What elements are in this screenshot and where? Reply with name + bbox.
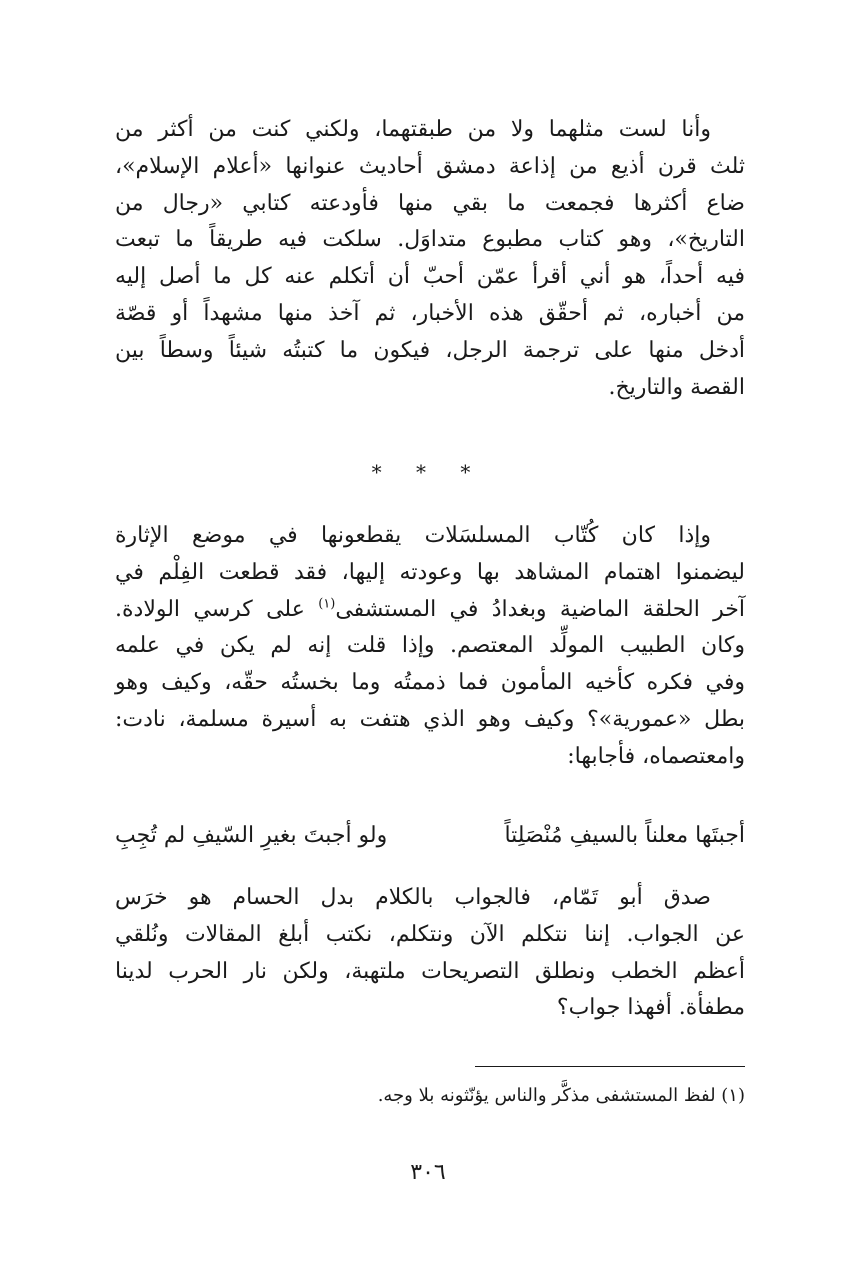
paragraph-line: وامعتصماه، فأجابها: [567, 743, 745, 769]
paragraph-line: ثلث قرن أذيع من إذاعة دمشق أحاديث عنوانها «أعلام الإسلام»، [115, 153, 745, 179]
line-segment: آخر الحلقة الماضية وبغدادُ في المستشفى [335, 596, 745, 622]
paragraph-line: القصة والتاريخ. [608, 374, 745, 400]
footnote-divider [475, 1066, 745, 1067]
footnote: (١) لفظ المستشفى مذكَّر والناس يؤنّثونه بلا وجه. [377, 1085, 745, 1106]
page-number: ٣٠٦ [410, 1160, 446, 1185]
verse-second-hemistich: ولو أجبتَ بغيرِ السّيفِ لم تُجِبِ [115, 823, 388, 848]
paragraph-line: فيه أحداً، هو أني أقرأ عمّن أحبّ أن أتكلم عنه كل ما أصل إليه [115, 264, 745, 290]
paragraph-line: ضاع أكثرها فجمعت ما بقي منها فأودعته كتابي «رجال من [115, 190, 745, 216]
paragraph-line: عن الجواب. إننا نتكلم الآن ونتكلم، نكتب أبلغ المقالات ونُلقي [115, 921, 745, 947]
paragraph-line: أدخل منها على ترجمة الرجل، فيكون ما كتبتُه شيئاً وسطاً بين [115, 337, 745, 363]
paragraph-3 [115, 880, 745, 1027]
paragraph-line: مطفأة. أفهذا جواب؟ [556, 995, 745, 1021]
paragraph-line: صدق أبو تَمّام، فالجواب بالكلام بدل الحسام هو خرَس [115, 885, 711, 910]
paragraph-line: من أخباره، ثم أحقّق هذه الأخبار، ثم آخذ منها مشهداً أو قصّة [115, 300, 745, 326]
paragraph-line: أعظم الخطب ونطلق التصريحات ملتهبة، ولكن نار الحرب لدينا [115, 958, 745, 984]
poetry-verse [115, 816, 745, 856]
paragraph-line: بطل «عمورية»؟ وكيف وهو الذي هتفت به أسيرة مسلمة، نادت: [115, 706, 745, 732]
section-separator: * * * [371, 460, 485, 484]
paragraph-2 [115, 518, 745, 776]
footnote-marker[interactable]: (١) [318, 596, 336, 612]
verse-first-hemistich: أجبتَها معلناً بالسيفِ مُنْصَلِتاً [504, 823, 745, 848]
paragraph-line: وفي فكره كأخيه المأمون فما ذممتُه وما بخستُه حقّه، وكيف وهو [115, 670, 745, 696]
paragraph-line: وأنا لست مثلهما ولا من طبقتهما، ولكني كنت من أكثر من [115, 117, 711, 142]
paragraph-line: ليضمنوا اهتمام المشاهد بها وعودته إليها، فقد قطعت الفِلْم في [115, 559, 745, 585]
paragraph-line [115, 592, 745, 629]
paragraph-1 [115, 112, 745, 406]
paragraph-line: وإذا كان كُتّاب المسلسَلات يقطعونها في موضع الإثارة [115, 523, 711, 548]
paragraph-line: التاريخ»، وهو كتاب مطبوع متداوَل. سلكت فيه طريقاً ما تبعت [115, 227, 745, 253]
paragraph-line: وكان الطبيب المولِّد المعتصم. وإذا قلت إنه لم يكن في علمه [115, 633, 745, 659]
line-segment: على كرسي الولادة. [115, 596, 305, 622]
